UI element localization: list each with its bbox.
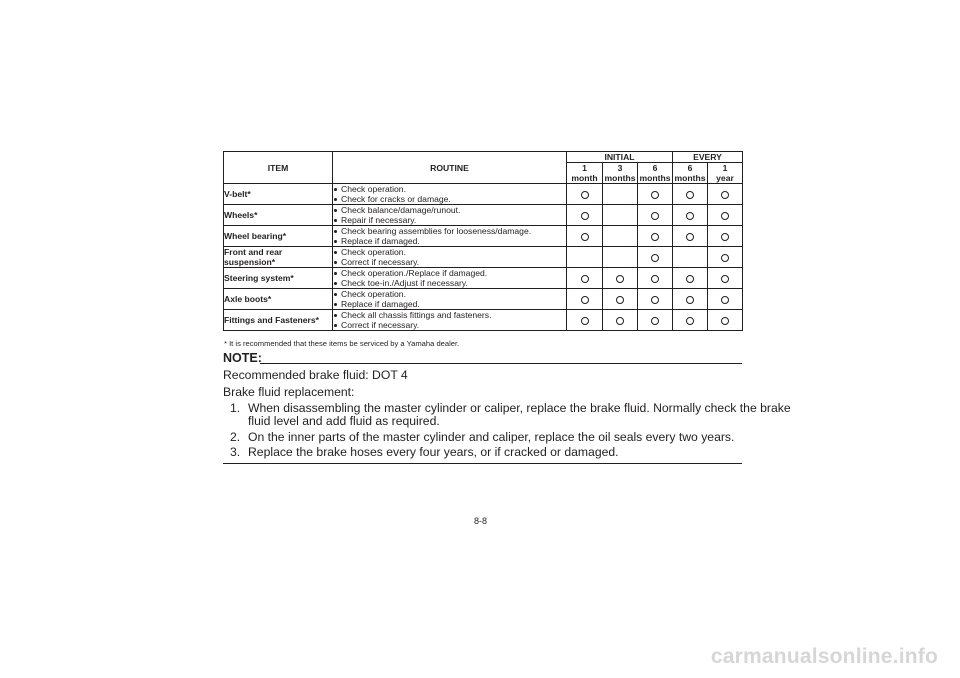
fluid-replacement-heading: Brake fluid replacement:	[223, 385, 355, 399]
routine-cell	[333, 289, 567, 310]
service-circle-icon	[616, 296, 624, 304]
service-circle-icon	[721, 254, 729, 262]
interval-cell	[567, 310, 603, 331]
note-item-3-number: 3.	[230, 445, 241, 459]
service-circle-icon	[686, 233, 694, 241]
routine-bullet: Correct if necessary.	[333, 320, 566, 330]
item-label: Wheel bearing*	[224, 231, 287, 241]
service-circle-icon	[581, 191, 589, 199]
interval-cell	[708, 205, 743, 226]
item-label: Wheels*	[224, 210, 258, 220]
note-top-rule	[260, 363, 742, 364]
service-circle-icon	[721, 275, 729, 283]
routine-cell	[333, 184, 567, 205]
interval-number: 6	[652, 163, 658, 173]
note-item-1-number: 1.	[230, 401, 241, 415]
item-cell	[224, 184, 333, 205]
note-label: NOTE:	[223, 351, 262, 365]
recommended-fluid: Recommended brake fluid: DOT 4	[223, 368, 408, 382]
maintenance-table	[223, 151, 743, 331]
table-row	[224, 205, 743, 226]
item-cell	[224, 310, 333, 331]
watermark: carmanualsonline.info	[710, 645, 938, 668]
interval-cell	[567, 289, 603, 310]
routine-bullet: Check operation.	[333, 289, 566, 299]
interval-cell	[603, 268, 638, 289]
routine-cell	[333, 226, 567, 247]
interval-cell	[567, 268, 603, 289]
interval-header	[708, 163, 743, 184]
interval-number: 1	[722, 163, 728, 173]
routine-cell	[333, 247, 567, 268]
interval-cell	[638, 310, 673, 331]
routine-bullet: Check toe-in./Adjust if necessary.	[333, 278, 566, 288]
item-cell	[224, 226, 333, 247]
service-circle-icon	[686, 212, 694, 220]
interval-cell	[673, 247, 708, 268]
interval-cell	[638, 184, 673, 205]
interval-cell	[673, 184, 708, 205]
interval-cell	[673, 289, 708, 310]
interval-cell	[638, 289, 673, 310]
service-circle-icon	[721, 212, 729, 220]
routine-cell	[333, 205, 567, 226]
interval-number: 1	[582, 163, 587, 173]
routine-cell	[333, 310, 567, 331]
interval-cell	[673, 310, 708, 331]
interval-cell	[603, 310, 638, 331]
service-circle-icon	[651, 296, 659, 304]
table-row	[224, 268, 743, 289]
interval-unit: months	[604, 173, 636, 183]
table-row	[224, 184, 743, 205]
routine-bullet: Check bearing assemblies for looseness/damage.	[333, 226, 566, 236]
table-row	[224, 226, 743, 247]
interval-cell	[603, 289, 638, 310]
interval-unit: year	[716, 173, 734, 183]
routine-bullet: Check all chassis fittings and fasteners.	[333, 310, 566, 320]
header-routine: ROUTINE	[333, 152, 567, 184]
interval-cell	[567, 184, 603, 205]
service-circle-icon	[721, 317, 729, 325]
item-label-line: Front and rear	[224, 247, 283, 257]
interval-cell	[603, 184, 638, 205]
table-row	[224, 310, 743, 331]
header-item: ITEM	[224, 152, 333, 184]
service-circle-icon	[581, 275, 589, 283]
note-item-2-line-1: On the inner parts of the master cylinder and caliper, replace the oil seals every two years.	[248, 430, 735, 444]
interval-cell	[708, 226, 743, 247]
item-label: Steering system*	[224, 273, 294, 283]
service-circle-icon	[651, 191, 659, 199]
routine-bullet: Correct if necessary.	[333, 257, 566, 267]
service-circle-icon	[581, 233, 589, 241]
service-circle-icon	[721, 233, 729, 241]
routine-cell	[333, 268, 567, 289]
service-circle-icon	[581, 296, 589, 304]
routine-bullet: Replace if damaged.	[333, 299, 566, 309]
service-circle-icon	[651, 233, 659, 241]
note-item-3-line-1: Replace the brake hoses every four years, or if cracked or damaged.	[248, 445, 619, 459]
table-row	[224, 247, 743, 268]
interval-cell	[567, 247, 603, 268]
interval-header	[567, 163, 603, 184]
note-item-1-line-2: fluid level and add fluid as required.	[248, 414, 440, 428]
routine-bullet: Replace if damaged.	[333, 236, 566, 246]
interval-cell	[603, 205, 638, 226]
routine-bullet: Check operation.	[333, 247, 566, 257]
routine-bullet: Check balance/damage/runout.	[333, 205, 566, 215]
service-circle-icon	[581, 317, 589, 325]
service-circle-icon	[651, 275, 659, 283]
item-label: Axle boots*	[224, 294, 272, 304]
interval-cell	[567, 226, 603, 247]
routine-bullet: Check operation./Replace if damaged.	[333, 268, 566, 278]
item-cell	[224, 289, 333, 310]
item-cell	[224, 268, 333, 289]
item-label: V-belt*	[224, 189, 251, 199]
header-initial: INITIAL	[567, 152, 673, 163]
item-cell	[224, 247, 333, 268]
interval-cell	[708, 247, 743, 268]
table-body	[224, 184, 743, 331]
service-circle-icon	[651, 317, 659, 325]
interval-header	[638, 163, 673, 184]
service-circle-icon	[686, 317, 694, 325]
table-footnote: * It is recommended that these items be serviced by a Yamaha dealer.	[224, 339, 460, 348]
routine-bullet: Check for cracks or damage.	[333, 194, 566, 204]
service-circle-icon	[721, 296, 729, 304]
interval-unit: month	[571, 173, 598, 183]
interval-cell	[603, 247, 638, 268]
interval-cell	[603, 226, 638, 247]
service-circle-icon	[686, 275, 694, 283]
note-bottom-rule	[223, 463, 742, 464]
service-circle-icon	[721, 191, 729, 199]
maintenance-table-container	[223, 151, 742, 337]
service-circle-icon	[686, 296, 694, 304]
interval-number: 3	[617, 163, 623, 173]
note-item-2-number: 2.	[230, 430, 241, 444]
service-circle-icon	[651, 254, 659, 262]
interval-unit: months	[674, 173, 706, 183]
interval-header	[603, 163, 638, 184]
interval-cell	[673, 205, 708, 226]
interval-cell	[638, 268, 673, 289]
header-every: EVERY	[673, 152, 743, 163]
service-circle-icon	[581, 212, 589, 220]
interval-cell	[638, 247, 673, 268]
routine-bullet: Repair if necessary.	[333, 215, 566, 225]
routine-bullet: Check operation.	[333, 184, 566, 194]
interval-cell	[673, 226, 708, 247]
table-row	[224, 289, 743, 310]
interval-cell	[708, 310, 743, 331]
item-label-line: suspension*	[224, 257, 276, 267]
interval-number: 6	[687, 163, 693, 173]
interval-cell	[708, 268, 743, 289]
item-label: Fittings and Fasteners*	[224, 315, 320, 325]
interval-header	[673, 163, 708, 184]
interval-cell	[638, 226, 673, 247]
interval-cell	[708, 184, 743, 205]
interval-cell	[708, 289, 743, 310]
service-circle-icon	[651, 212, 659, 220]
interval-unit: months	[639, 173, 671, 183]
service-circle-icon	[616, 275, 624, 283]
interval-cell	[638, 205, 673, 226]
page-number: 8-8	[474, 516, 488, 526]
note-item-1-line-1: When disassembling the master cylinder or caliper, replace the brake fluid. Normally check the brake	[248, 401, 791, 415]
item-cell	[224, 205, 333, 226]
service-circle-icon	[616, 317, 624, 325]
interval-cell	[673, 268, 708, 289]
service-circle-icon	[686, 191, 694, 199]
interval-cell	[567, 205, 603, 226]
